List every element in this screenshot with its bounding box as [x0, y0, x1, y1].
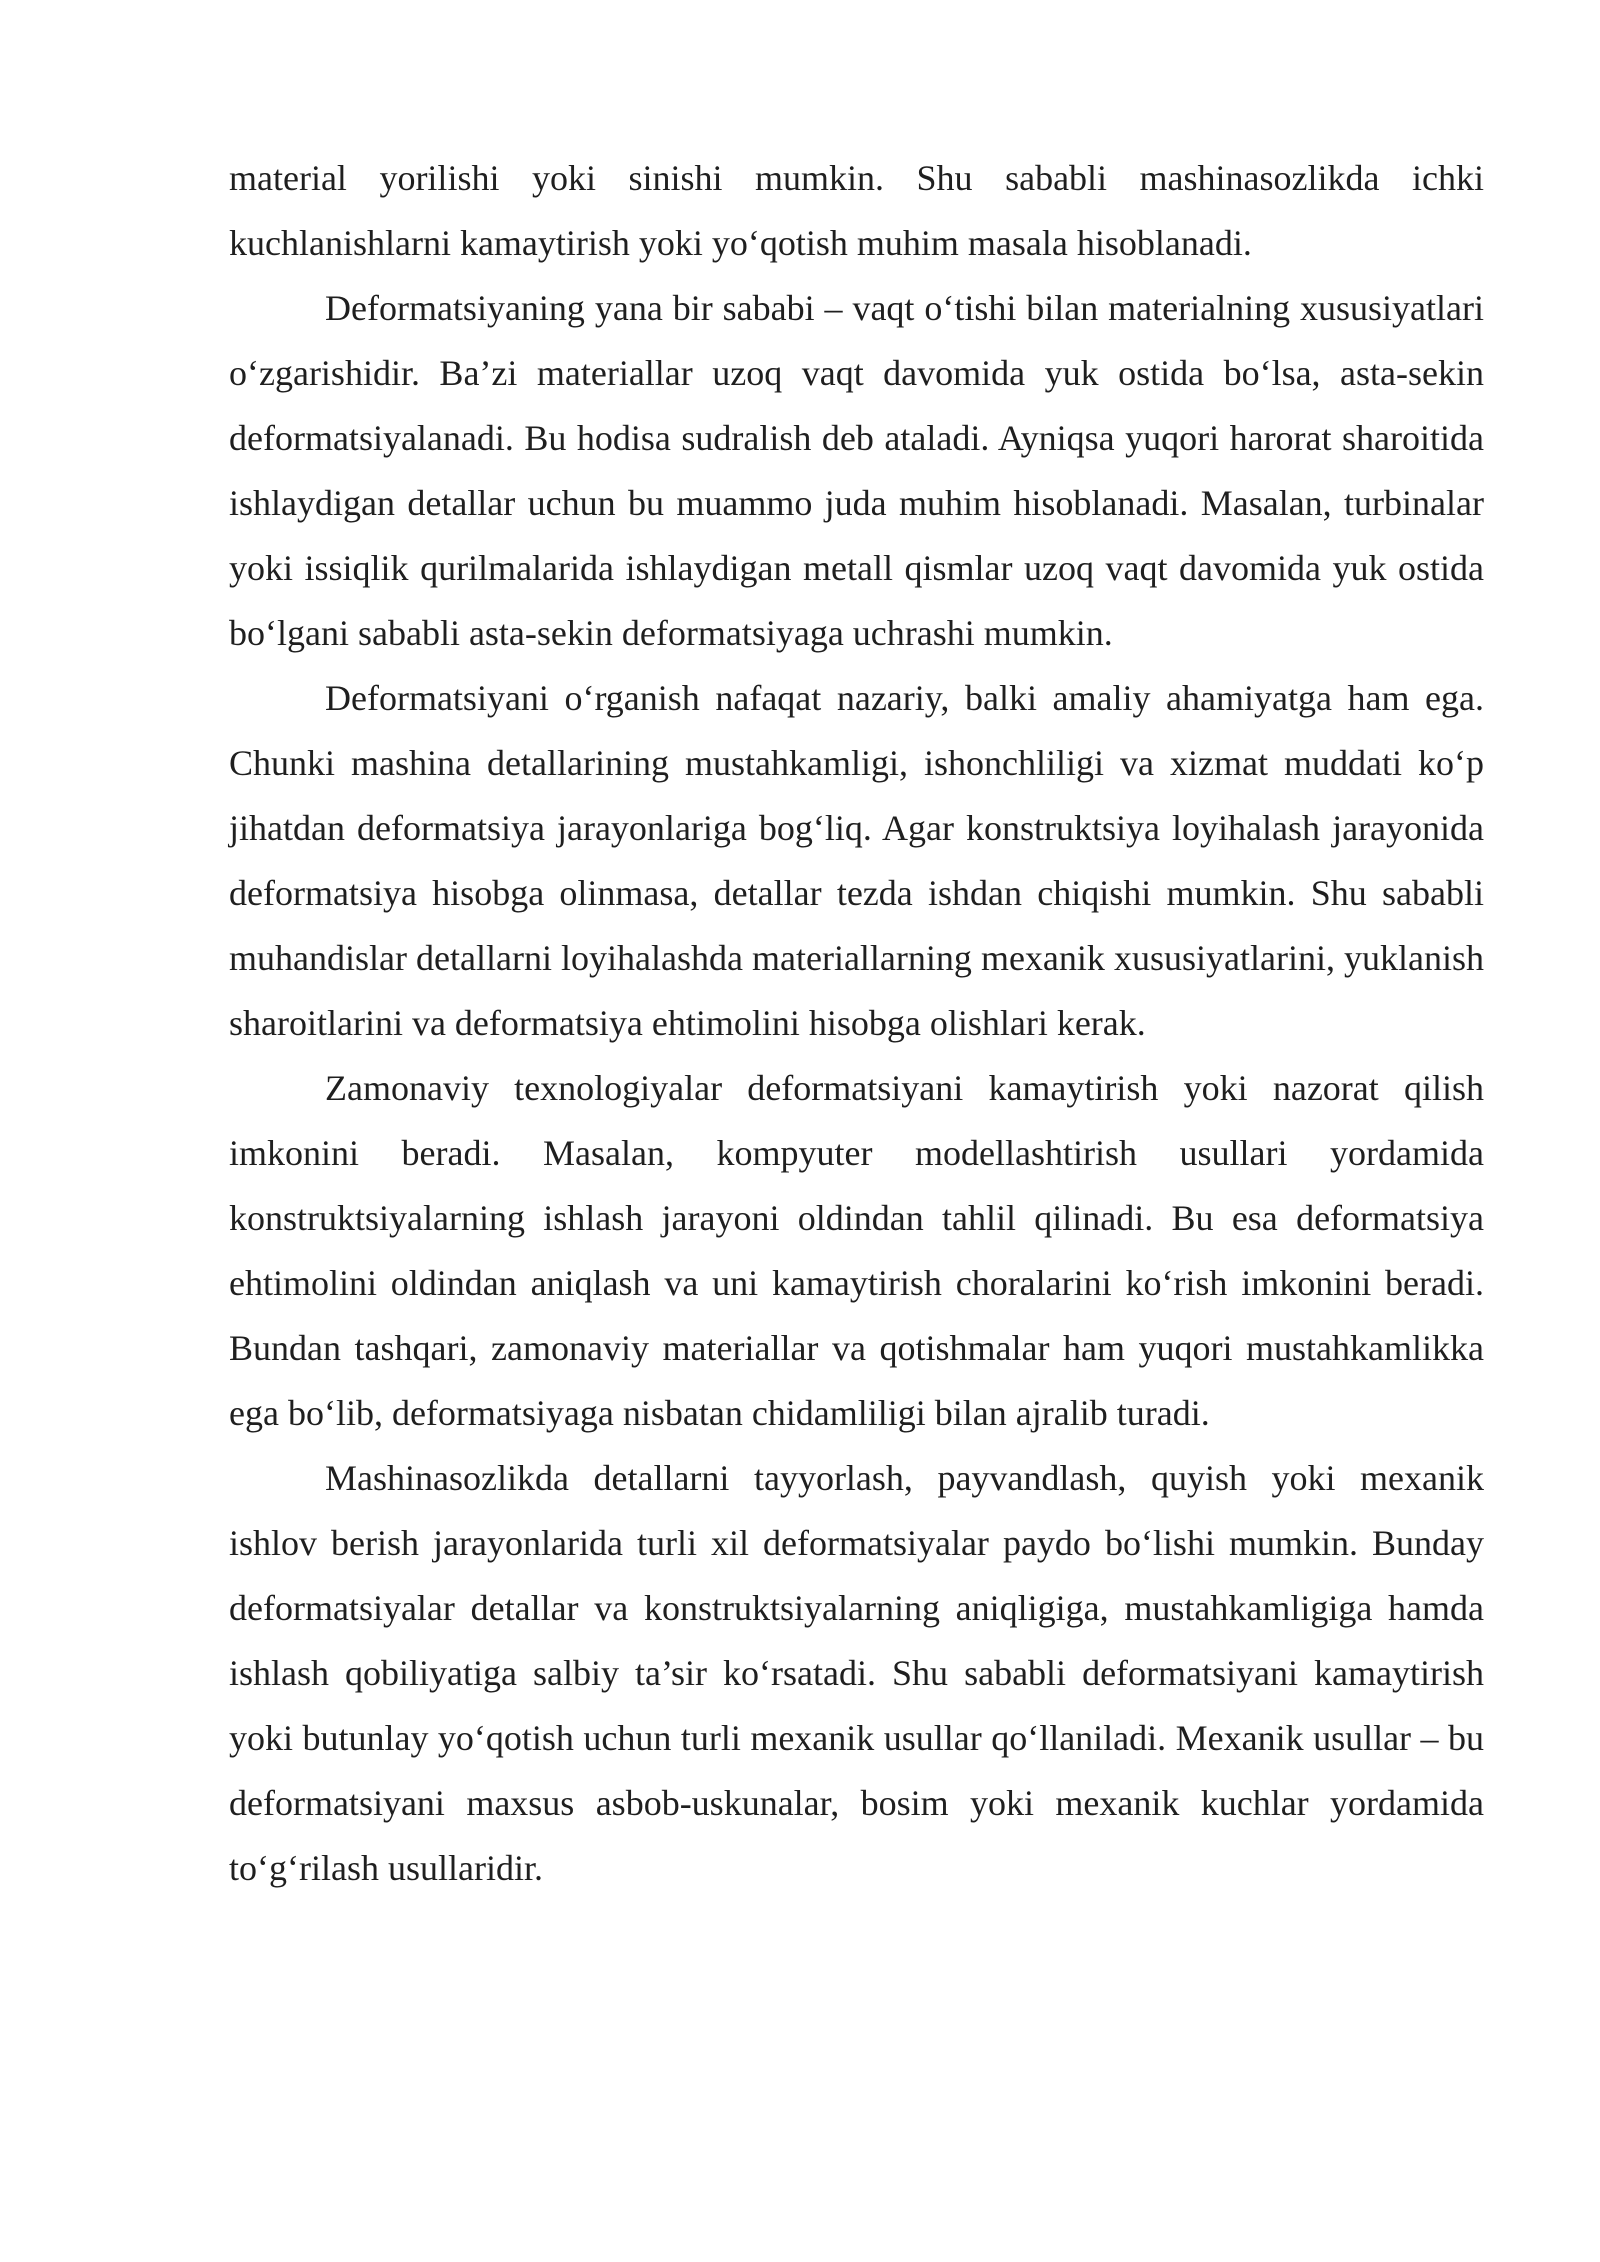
document-body	[229, 146, 1484, 1901]
paragraph-modern-technologies: Zamonaviy texnologiyalar deformatsiyani kamaytirish yoki nazorat qilish imkonini beradi. Masalan, kompyuter modellashtirish usullari yordamida konstruktsiyalarning ishlash jarayoni oldindan tahlil qilinadi. Bu esa deformatsiya ehtimolini oldindan aniqlash va uni kamaytirish choralarini ko‘rish imkonini beradi. Bundan tashqari, zamonaviy materiallar va qotishmalar ham yuqori mustahkamlikka ega bo‘lib, deformatsiyaga nisbatan chidamliligi bilan ajralib turadi.	[229, 1068, 1484, 1433]
paragraph-continuation: material yorilishi yoki sinishi mumkin. Shu sababli mashinasozlikda ichki kuchlanishlarni kamaytirish yoki yo‘qotish muhim masala hisoblanadi.	[229, 158, 1484, 263]
paragraph-mechanical-methods: Mashinasozlikda detallarni tayyorlash, payvandlash, quyish yoki mexanik ishlov berish jarayonlarida turli xil deformatsiyalar paydo bo‘lishi mumkin. Bunday deformatsiyalar detallar va konstruktsiyalarning aniqligiga, mustahkamligiga hamda ishlash qobiliyatiga salbiy ta’sir ko‘rsatadi. Shu sababli deformatsiyani kamaytirish yoki butunlay yo‘qotish uchun turli mexanik usullar qo‘llaniladi. Mexanik usullar – bu deformatsiyani maxsus asbob-uskunalar, bosim yoki mexanik kuchlar yordamida to‘g‘rilash usullaridir.	[229, 1458, 1484, 1888]
paragraph-deformation-study: Deformatsiyani o‘rganish nafaqat nazariy, balki amaliy ahamiyatga ham ega. Chunki mashina detallarining mustahkamligi, ishonchliligi va xizmat muddati ko‘p jihatdan deformatsiya jarayonlariga bog‘liq. Agar konstruktsiya loyihalash jarayonida deformatsiya hisobga olinmasa, detallar tezda ishdan chiqishi mumkin. Shu sababli muhandislar detallarni loyihalashda materiallarning mexanik xususiyatlarini, yuklanish sharoitlarini va deformatsiya ehtimolini hisobga olishlari kerak.	[229, 678, 1484, 1043]
paragraph-deformation-time: Deformatsiyaning yana bir sababi – vaqt o‘tishi bilan materialning xususiyatlari o‘zgarishidir. Ba’zi materiallar uzoq vaqt davomida yuk ostida bo‘lsa, asta-sekin deformatsiyalanadi. Bu hodisa sudralish deb ataladi. Ayniqsa yuqori harorat sharoitida ishlaydigan detallar uchun bu muammo juda muhim hisoblanadi. Masalan, turbinalar yoki issiqlik qurilmalarida ishlaydigan metall qismlar uzoq vaqt davomida yuk ostida bo‘lgani sababli asta-sekin deformatsiyaga uchrashi mumkin.	[229, 288, 1484, 653]
